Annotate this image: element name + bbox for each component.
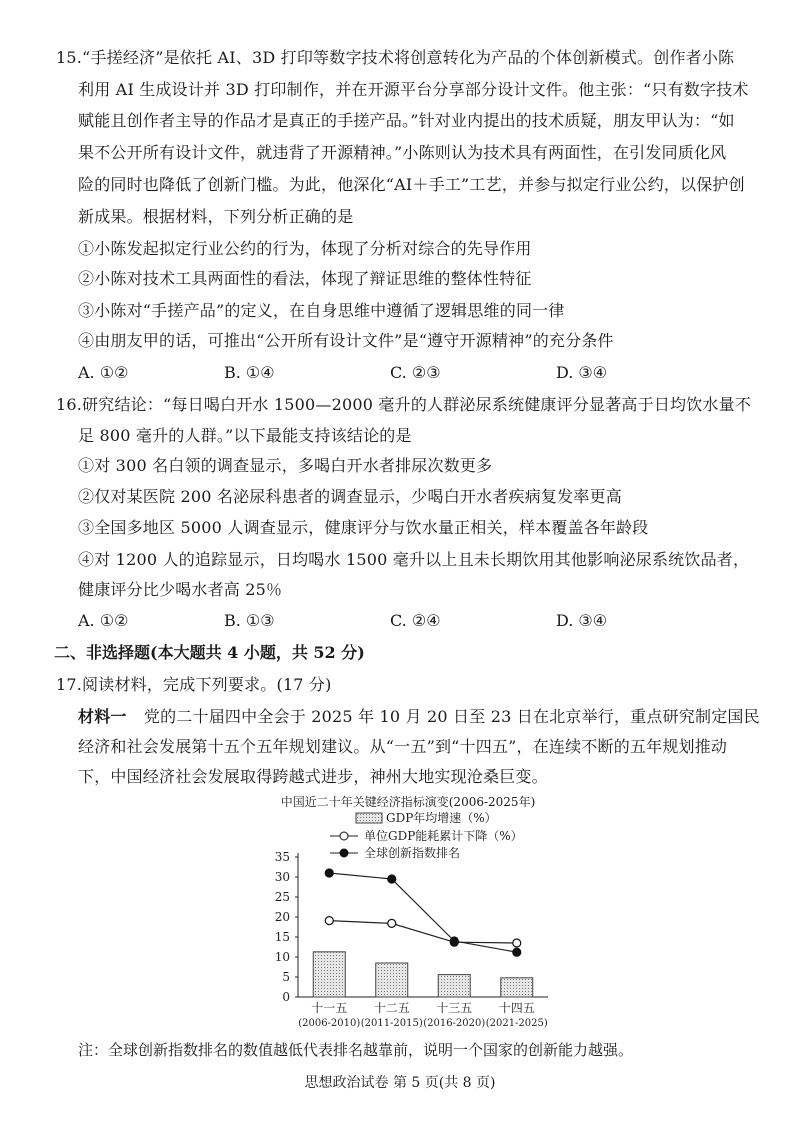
energy-drop-point bbox=[325, 917, 333, 925]
x-year-range-label: (2016-2020) bbox=[423, 1018, 486, 1029]
question-text-line: 险的同时也降低了创新门槛。为此，他深化“AI＋手工”工艺，并参与拟定行业公约，以保护创 bbox=[78, 175, 745, 194]
y-tick-label: 5 bbox=[282, 970, 290, 984]
statement-item: ④对 1200 人的追踪显示，日均喝水 1500 毫升以上且未长期饮用其他影响泌尿系统饮品者， bbox=[78, 550, 750, 569]
y-tick-label: 0 bbox=[282, 990, 290, 1004]
x-year-range-label: (2011-2015) bbox=[360, 1018, 423, 1029]
gdp-growth-bar bbox=[501, 978, 533, 997]
legend-marker-open bbox=[340, 832, 348, 840]
x-category-label: 十一五 bbox=[311, 1001, 348, 1015]
statement-item: ②仅对某医院 200 名泌尿科患者的调查显示，少喝白开水者疾病复发率更高 bbox=[78, 487, 622, 506]
statement-item: ③全国多地区 5000 人调查显示，健康评分与饮水量正相关，样本覆盖各年龄段 bbox=[78, 518, 649, 537]
section-heading: 二、非选择题(本大题共 4 小题，共 52 分) bbox=[54, 643, 365, 662]
option-d[interactable]: D. ③④ bbox=[556, 363, 608, 382]
y-tick-label: 30 bbox=[274, 870, 290, 884]
legend-label: 全球创新指数排名 bbox=[364, 846, 461, 860]
statement-item: ①小陈发起拟定行业公约的行为，体现了分析对综合的先导作用 bbox=[78, 239, 532, 258]
gdp-growth-bar bbox=[313, 952, 345, 997]
chart-note: 注：全球创新指数排名的数值越低代表排名越靠前，说明一个国家的创新能力越强。 bbox=[78, 1041, 634, 1059]
material-line: 经济和社会发展第十五个五年规划建议。从“一五”到“十四五”，在连续不断的五年规划推动 bbox=[78, 737, 728, 756]
option-c[interactable]: C. ②③ bbox=[390, 363, 441, 382]
option-b[interactable]: B. ①③ bbox=[224, 611, 275, 630]
innovation-rank-point bbox=[513, 948, 521, 956]
y-tick-label: 10 bbox=[274, 950, 290, 964]
option-a[interactable]: A. ①② bbox=[78, 363, 129, 382]
question-text-line: 赋能且创作者主导的作品才是真正的手搓产品。”针对业内提出的技术质疑，朋友甲认为：“如 bbox=[78, 111, 735, 130]
innovation-rank-line bbox=[329, 873, 517, 952]
legend-swatch-bar bbox=[356, 813, 382, 823]
question-title: 17.阅读材料，完成下列要求。(17 分) bbox=[56, 675, 332, 694]
question-text-line: 果不公开所有设计文件，就违背了开源精神。”小陈则认为技术具有两面性，在引发同质化风 bbox=[78, 143, 727, 162]
material-text: 党的二十届四中全会于 2025 年 10 月 20 日至 23 日在北京举行，重点研究制定国民 bbox=[143, 707, 760, 726]
statement-item: 健康评分比少喝水者高 25％ bbox=[78, 580, 283, 599]
y-tick-label: 20 bbox=[274, 910, 290, 924]
x-year-range-label: (2006-2010) bbox=[298, 1018, 361, 1029]
option-d[interactable]: D. ③④ bbox=[556, 611, 608, 630]
line-series bbox=[325, 869, 521, 956]
x-category-label: 十四五 bbox=[498, 1001, 535, 1015]
statement-item: ③小陈对“手搓产品”的定义，在自身思维中遵循了逻辑思维的同一律 bbox=[78, 301, 565, 320]
x-category-label: 十二五 bbox=[373, 1001, 410, 1015]
statement-item: ①对 300 名白领的调查显示，多喝白开水者排尿次数更多 bbox=[78, 456, 493, 475]
y-tick-label: 35 bbox=[274, 850, 290, 864]
legend-label: GDP年均增速（%） bbox=[386, 811, 497, 825]
energy-drop-point bbox=[388, 919, 396, 927]
material-line: 下，中国经济社会发展取得跨越式进步，神州大地实现沧桑巨变。 bbox=[78, 767, 548, 786]
question-text-line: 新成果。根据材料，下列分析正确的是 bbox=[78, 207, 354, 226]
option-b[interactable]: B. ①④ bbox=[224, 363, 275, 382]
gdp-growth-bar bbox=[376, 963, 408, 997]
chart-legend bbox=[330, 810, 523, 860]
question-text-line: 利用 AI 生成设计并 3D 打印制作，并在开源平台分享部分设计文件。他主张：“只有数字技术 bbox=[78, 80, 749, 99]
question-text-line: 16.研究结论：“每日喝白开水 1500—2000 毫升的人群泌尿系统健康评分显著高于日均饮水量不 bbox=[56, 395, 752, 414]
energy-drop-line bbox=[329, 921, 517, 943]
innovation-rank-point bbox=[450, 937, 458, 945]
option-c[interactable]: C. ②④ bbox=[390, 611, 441, 630]
question-text-line: 15.“手搓经济”是依托 AI、3D 打印等数字技术将创意转化为产品的个体创新模式。创作者小陈 bbox=[56, 48, 735, 67]
y-tick-label: 15 bbox=[274, 930, 290, 944]
statement-item: ④由朋友甲的话，可推出“公开所有设计文件”是“遵守开源精神”的充分条件 bbox=[78, 331, 614, 350]
x-category-label: 十三五 bbox=[436, 1001, 473, 1015]
statement-item: ②小陈对技术工具两面性的看法，体现了辩证思维的整体性特征 bbox=[78, 269, 532, 288]
question-text-line: 足 800 毫升的人群。”以下最能支持该结论的是 bbox=[78, 426, 412, 445]
page-footer: 思想政治试卷 第 5 页(共 8 页) bbox=[304, 1075, 496, 1091]
chart-title: 中国近二十年关键经济指标演变(2006-2025年) bbox=[280, 795, 536, 809]
innovation-rank-point bbox=[388, 875, 396, 883]
bar-series bbox=[313, 952, 533, 997]
energy-drop-point bbox=[513, 939, 521, 947]
legend-marker-filled bbox=[340, 849, 348, 857]
material-line bbox=[78, 707, 760, 727]
y-tick-label: 25 bbox=[274, 890, 290, 904]
gdp-growth-bar bbox=[438, 975, 470, 997]
legend-label: 单位GDP能耗累计下降（%） bbox=[364, 829, 523, 843]
economic-indicators-chart bbox=[0, 790, 800, 1030]
innovation-rank-point bbox=[325, 869, 333, 877]
x-axis-labels bbox=[298, 1000, 548, 1029]
option-a[interactable]: A. ①② bbox=[78, 611, 129, 630]
material-label: 材料一 bbox=[78, 707, 127, 726]
x-year-range-label: (2021-2025) bbox=[485, 1018, 548, 1029]
